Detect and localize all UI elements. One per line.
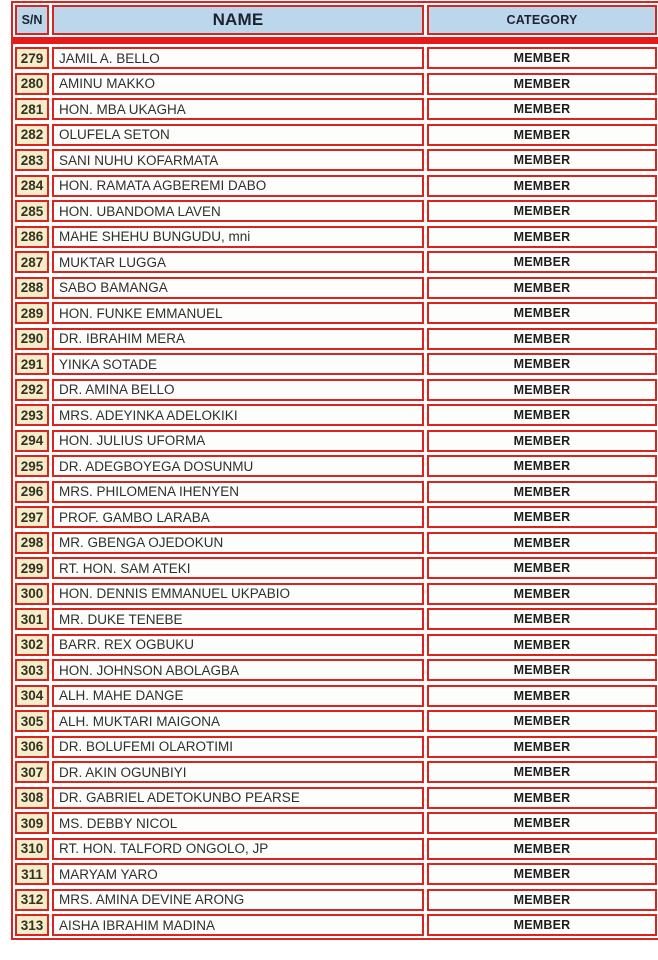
row-name-cell: HON. FUNKE EMMANUEL <box>52 302 424 324</box>
row-sn-cell: 307 <box>15 761 49 783</box>
row-sn-cell: 308 <box>15 787 49 809</box>
row-sn-cell: 297 <box>15 506 49 528</box>
row-category-cell: MEMBER <box>427 889 657 911</box>
members-table <box>11 1 658 940</box>
row-name-cell: PROF. GAMBO LARABA <box>52 506 424 528</box>
row-sn-cell: 311 <box>15 863 49 885</box>
row-name-cell: MR. DUKE TENEBE <box>52 608 424 630</box>
row-name-cell: HON. JULIUS UFORMA <box>52 430 424 452</box>
row-name-cell: SABO BAMANGA <box>52 277 424 299</box>
row-category-cell: MEMBER <box>427 302 657 324</box>
row-sn-cell: 281 <box>15 98 49 120</box>
table-row <box>15 124 657 146</box>
table-row <box>15 481 657 503</box>
table-body <box>15 47 657 936</box>
table-row <box>15 47 657 69</box>
row-sn-cell: 295 <box>15 455 49 477</box>
row-category-cell: MEMBER <box>427 149 657 171</box>
row-sn-cell: 302 <box>15 634 49 656</box>
row-category-cell: MEMBER <box>427 379 657 401</box>
table-row <box>15 455 657 477</box>
row-name-cell: MR. GBENGA OJEDOKUN <box>52 532 424 554</box>
row-category-cell: MEMBER <box>427 200 657 222</box>
row-sn-cell: 303 <box>15 659 49 681</box>
row-name-cell: SANI NUHU KOFARMATA <box>52 149 424 171</box>
table-row <box>15 73 657 95</box>
column-header-sn: S/N <box>15 5 49 35</box>
row-sn-cell: 285 <box>15 200 49 222</box>
table-row <box>15 149 657 171</box>
row-name-cell: RT. HON. TALFORD ONGOLO, JP <box>52 838 424 860</box>
column-header-category: CATEGORY <box>427 5 657 35</box>
row-category-cell: MEMBER <box>427 736 657 758</box>
table-row <box>15 98 657 120</box>
table-row <box>15 659 657 681</box>
row-sn-cell: 286 <box>15 226 49 248</box>
row-sn-cell: 310 <box>15 838 49 860</box>
row-name-cell: DR. BOLUFEMI OLAROTIMI <box>52 736 424 758</box>
row-name-cell: MUKTAR LUGGA <box>52 251 424 273</box>
row-name-cell: DR. ADEGBOYEGA DOSUNMU <box>52 455 424 477</box>
row-name-cell: MRS. AMINA DEVINE ARONG <box>52 889 424 911</box>
row-name-cell: HON. MBA UKAGHA <box>52 98 424 120</box>
row-category-cell: MEMBER <box>427 226 657 248</box>
table-row <box>15 736 657 758</box>
row-name-cell: MS. DEBBY NICOL <box>52 812 424 834</box>
table-row <box>15 710 657 732</box>
table-row <box>15 353 657 375</box>
row-name-cell: AMINU MAKKO <box>52 73 424 95</box>
row-category-cell: MEMBER <box>427 914 657 936</box>
table-row <box>15 557 657 579</box>
row-category-cell: MEMBER <box>427 124 657 146</box>
table-row <box>15 685 657 707</box>
row-name-cell: HON. UBANDOMA LAVEN <box>52 200 424 222</box>
row-category-cell: MEMBER <box>427 98 657 120</box>
header-divider-band <box>13 37 658 44</box>
row-sn-cell: 304 <box>15 685 49 707</box>
table-row <box>15 838 657 860</box>
table-row <box>15 761 657 783</box>
row-sn-cell: 289 <box>15 302 49 324</box>
table-row <box>15 583 657 605</box>
row-category-cell: MEMBER <box>427 430 657 452</box>
row-category-cell: MEMBER <box>427 659 657 681</box>
row-sn-cell: 287 <box>15 251 49 273</box>
row-category-cell: MEMBER <box>427 277 657 299</box>
row-name-cell: ALH. MAHE DANGE <box>52 685 424 707</box>
row-category-cell: MEMBER <box>427 634 657 656</box>
row-name-cell: DR. AMINA BELLO <box>52 379 424 401</box>
row-name-cell: MARYAM YARO <box>52 863 424 885</box>
table-row <box>15 608 657 630</box>
table-row <box>15 914 657 936</box>
table-row <box>15 200 657 222</box>
row-category-cell: MEMBER <box>427 506 657 528</box>
row-category-cell: MEMBER <box>427 73 657 95</box>
row-name-cell: DR. GABRIEL ADETOKUNBO PEARSE <box>52 787 424 809</box>
table-row <box>15 328 657 350</box>
table-row <box>15 277 657 299</box>
row-name-cell: MRS. ADEYINKA ADELOKIKI <box>52 404 424 426</box>
row-category-cell: MEMBER <box>427 353 657 375</box>
table-row <box>15 889 657 911</box>
row-name-cell: HON. DENNIS EMMANUEL UKPABIO <box>52 583 424 605</box>
table-row <box>15 302 657 324</box>
row-sn-cell: 305 <box>15 710 49 732</box>
row-sn-cell: 300 <box>15 583 49 605</box>
row-sn-cell: 301 <box>15 608 49 630</box>
row-category-cell: MEMBER <box>427 455 657 477</box>
row-category-cell: MEMBER <box>427 710 657 732</box>
table-row <box>15 430 657 452</box>
row-name-cell: HON. JOHNSON ABOLAGBA <box>52 659 424 681</box>
row-sn-cell: 313 <box>15 914 49 936</box>
row-sn-cell: 282 <box>15 124 49 146</box>
row-sn-cell: 299 <box>15 557 49 579</box>
row-name-cell: AISHA IBRAHIM MADINA <box>52 914 424 936</box>
row-category-cell: MEMBER <box>427 583 657 605</box>
row-sn-cell: 309 <box>15 812 49 834</box>
row-sn-cell: 312 <box>15 889 49 911</box>
row-sn-cell: 306 <box>15 736 49 758</box>
row-category-cell: MEMBER <box>427 685 657 707</box>
row-name-cell: OLUFELA SETON <box>52 124 424 146</box>
row-name-cell: MRS. PHILOMENA IHENYEN <box>52 481 424 503</box>
table-header-row <box>15 5 657 35</box>
row-name-cell: ALH. MUKTARI MAIGONA <box>52 710 424 732</box>
row-sn-cell: 284 <box>15 175 49 197</box>
row-category-cell: MEMBER <box>427 251 657 273</box>
table-row <box>15 404 657 426</box>
table-row <box>15 251 657 273</box>
table-row <box>15 506 657 528</box>
row-name-cell: MAHE SHEHU BUNGUDU, mni <box>52 226 424 248</box>
row-category-cell: MEMBER <box>427 812 657 834</box>
row-sn-cell: 290 <box>15 328 49 350</box>
table-row <box>15 226 657 248</box>
row-category-cell: MEMBER <box>427 175 657 197</box>
row-name-cell: HON. RAMATA AGBEREMI DABO <box>52 175 424 197</box>
row-category-cell: MEMBER <box>427 608 657 630</box>
row-category-cell: MEMBER <box>427 47 657 69</box>
table-row <box>15 787 657 809</box>
row-sn-cell: 294 <box>15 430 49 452</box>
row-name-cell: DR. IBRAHIM MERA <box>52 328 424 350</box>
row-category-cell: MEMBER <box>427 328 657 350</box>
table-row <box>15 532 657 554</box>
row-sn-cell: 279 <box>15 47 49 69</box>
row-sn-cell: 298 <box>15 532 49 554</box>
table-row <box>15 379 657 401</box>
table-row <box>15 863 657 885</box>
row-sn-cell: 296 <box>15 481 49 503</box>
row-name-cell: BARR. REX OGBUKU <box>52 634 424 656</box>
row-category-cell: MEMBER <box>427 838 657 860</box>
row-sn-cell: 293 <box>15 404 49 426</box>
row-category-cell: MEMBER <box>427 787 657 809</box>
row-category-cell: MEMBER <box>427 863 657 885</box>
table-row <box>15 175 657 197</box>
row-name-cell: JAMIL A. BELLO <box>52 47 424 69</box>
row-name-cell: YINKA SOTADE <box>52 353 424 375</box>
table-row <box>15 634 657 656</box>
row-sn-cell: 280 <box>15 73 49 95</box>
row-category-cell: MEMBER <box>427 557 657 579</box>
row-category-cell: MEMBER <box>427 761 657 783</box>
table-row <box>15 812 657 834</box>
row-name-cell: RT. HON. SAM ATEKI <box>52 557 424 579</box>
row-category-cell: MEMBER <box>427 532 657 554</box>
row-sn-cell: 291 <box>15 353 49 375</box>
row-category-cell: MEMBER <box>427 481 657 503</box>
row-category-cell: MEMBER <box>427 404 657 426</box>
row-sn-cell: 283 <box>15 149 49 171</box>
column-header-name: NAME <box>52 5 424 35</box>
row-name-cell: DR. AKIN OGUNBIYI <box>52 761 424 783</box>
row-sn-cell: 292 <box>15 379 49 401</box>
row-sn-cell: 288 <box>15 277 49 299</box>
